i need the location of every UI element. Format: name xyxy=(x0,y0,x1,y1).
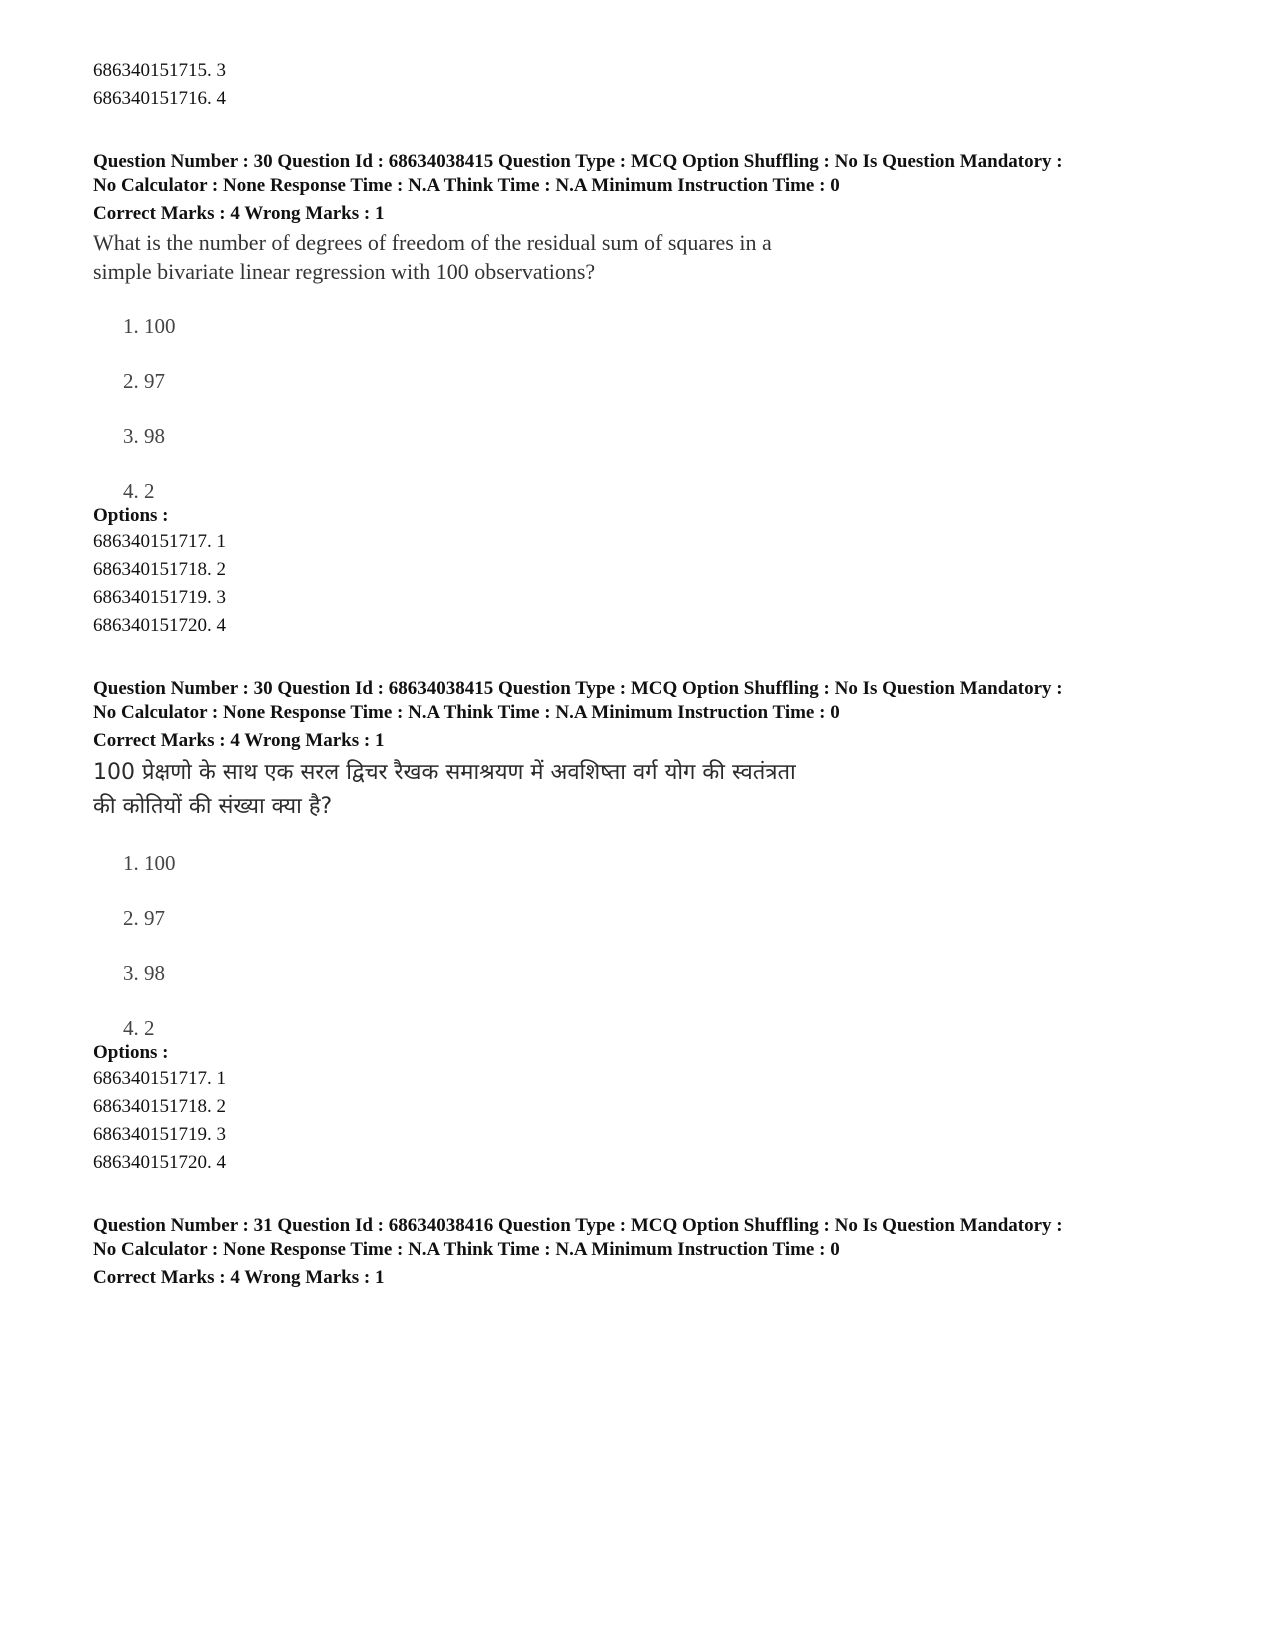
choice-item: 1. 100 xyxy=(123,314,176,338)
question-meta: Question Number : 31 Question Id : 68634038416 Question Type : MCQ Option Shuffling : No Is Question Mandatory : xyxy=(93,1215,1063,1236)
option-line: 686340151716. 4 xyxy=(93,88,226,109)
question-meta: Question Number : 30 Question Id : 68634038415 Question Type : MCQ Option Shuffling : No Is Question Mandatory : xyxy=(93,678,1063,699)
marks-line: Correct Marks : 4 Wrong Marks : 1 xyxy=(93,203,385,224)
document-page xyxy=(93,57,1213,1292)
previous-options xyxy=(93,57,1213,113)
choice-item: 4. 2 xyxy=(123,479,155,503)
option-line: 686340151715. 3 xyxy=(93,60,226,81)
option-line: 686340151720. 4 xyxy=(93,615,226,636)
options-label: Options : xyxy=(93,505,169,526)
option-line: 686340151719. 3 xyxy=(93,1124,226,1145)
choice-list xyxy=(123,850,1213,1041)
choice-item: 4. 2 xyxy=(123,1016,155,1040)
question-text: What is the number of degrees of freedom of the residual sum of squares in a xyxy=(93,230,772,255)
choice-item: 1. 100 xyxy=(123,851,176,875)
question-block-30-hindi xyxy=(93,677,1213,1177)
choice-item: 3. 98 xyxy=(123,961,165,985)
question-meta: No Calculator : None Response Time : N.A Think Time : N.A Minimum Instruction Time : 0 xyxy=(93,175,840,196)
option-line: 686340151718. 2 xyxy=(93,559,226,580)
question-meta: No Calculator : None Response Time : N.A Think Time : N.A Minimum Instruction Time : 0 xyxy=(93,702,840,723)
choice-item: 3. 98 xyxy=(123,424,165,448)
option-line: 686340151718. 2 xyxy=(93,1096,226,1117)
option-line: 686340151720. 4 xyxy=(93,1152,226,1173)
question-block-30-english xyxy=(93,150,1213,640)
choice-item: 2. 97 xyxy=(123,906,165,930)
question-block-31 xyxy=(93,1214,1213,1292)
option-line: 686340151719. 3 xyxy=(93,587,226,608)
question-text: 100 प्रेक्षणो के साथ एक सरल द्विचर रैखक समाश्रयण में अवशिष्ता वर्ग योग की स्वतंत्रता xyxy=(93,760,796,785)
question-meta: Question Number : 30 Question Id : 68634038415 Question Type : MCQ Option Shuffling : No Is Question Mandatory : xyxy=(93,151,1063,172)
marks-line: Correct Marks : 4 Wrong Marks : 1 xyxy=(93,730,385,751)
choice-item: 2. 97 xyxy=(123,369,165,393)
option-line: 686340151717. 1 xyxy=(93,531,226,552)
question-text: simple bivariate linear regression with 100 observations? xyxy=(93,259,596,284)
option-line: 686340151717. 1 xyxy=(93,1068,226,1089)
options-label: Options : xyxy=(93,1042,169,1063)
choice-list xyxy=(123,313,1213,504)
question-meta: No Calculator : None Response Time : N.A Think Time : N.A Minimum Instruction Time : 0 xyxy=(93,1239,840,1260)
question-text: की कोतियों की संख्या क्या है? xyxy=(93,794,333,819)
marks-line: Correct Marks : 4 Wrong Marks : 1 xyxy=(93,1267,385,1288)
